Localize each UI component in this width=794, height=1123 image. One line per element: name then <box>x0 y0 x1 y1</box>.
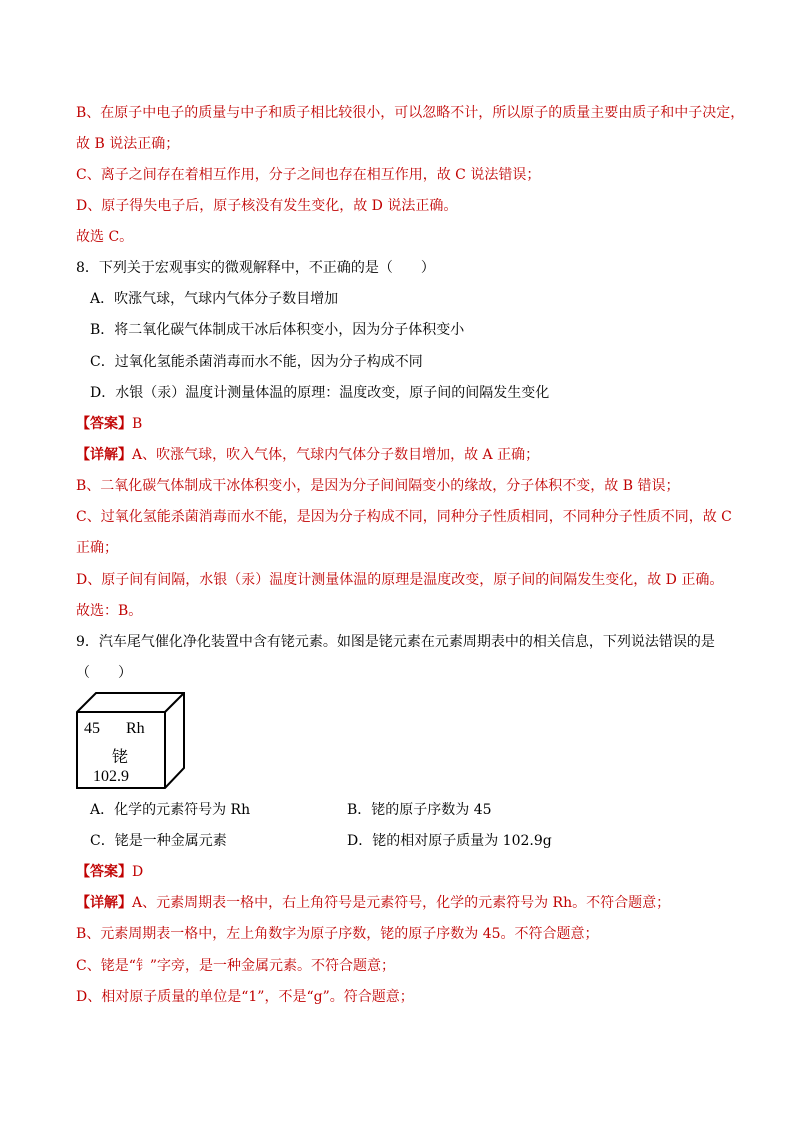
q8-detail-a-text: A、吹涨气球，吹入气体，气球内气体分子数目增加，故 A 正确； <box>132 447 540 463</box>
q9-stem-line1: 9．汽车尾气催化净化装置中含有铑元素。如图是铑元素在元素周期表中的相关信息，下列说法错误的是 <box>76 634 715 650</box>
q8-option-a: A．吹涨气球，气球内气体分子数目增加 <box>90 291 339 307</box>
element-cell-rhodium <box>76 692 186 792</box>
prev-detail-c: C、离子之间存在着相互作用，分子之间也存在相互作用，故 C 说法错误； <box>76 167 541 183</box>
q8-answer-tag: 【答案】 <box>76 416 132 432</box>
q9-answer-value: D <box>132 864 144 880</box>
element-name: 铑 <box>112 747 129 766</box>
q8-answer <box>76 415 142 433</box>
prev-detail-d: D、原子得失电子后，原子核没有发生变化，故 D 说法正确。 <box>76 198 458 214</box>
q9-answer <box>76 863 143 881</box>
prev-detail-b-line1: B、在原子中电子的质量与中子和质子相比较很小，可以忽略不计，所以原子的质量主要由质子和中子决定， <box>76 105 745 121</box>
q9-detail-a-text: A、元素周期表一格中，右上角符号是元素符号，化学的元素符号为 Rh。不符合题意； <box>132 895 671 911</box>
q9-stem-line2: （ ） <box>76 665 132 681</box>
q8-option-d: D．水银（汞）温度计测量体温的原理：温度改变，原子间的间隔发生变化 <box>90 385 550 401</box>
q8-detail-tag: 【详解】 <box>76 447 132 463</box>
element-atomic-mass: 102.9 <box>93 768 129 785</box>
prev-detail-b-line2: 故 B 说法正确； <box>76 136 180 152</box>
q8-detail-d: D、原子间有间隔，水银（汞）温度计测量体温的原理是温度改变，原子间的间隔发生变化，故 D 正确。 <box>76 572 724 588</box>
q9-detail-tag: 【详解】 <box>76 895 132 911</box>
prev-conclusion: 故选 C。 <box>76 229 134 245</box>
element-symbol: Rh <box>126 720 145 737</box>
q8-detail-b: B、二氧化碳气体制成干冰体积变小，是因为分子间间隔变小的缘故，分子体积不变，故 B 错误； <box>76 478 680 494</box>
q8-conclusion: 故选：B。 <box>76 603 143 619</box>
q9-option-b: B．铑的原子序数为 45 <box>347 802 492 818</box>
q8-option-c: C．过氧化氢能杀菌消毒而水不能，因为分子构成不同 <box>90 354 423 370</box>
q8-detail-c-line1: C、过氧化氢能杀菌消毒而水不能，是因为分子构成不同，同种分子性质相同，不同种分子性质不同，故 C <box>76 509 732 525</box>
q9-answer-tag: 【答案】 <box>76 864 132 880</box>
element-atomic-number: 45 <box>84 720 100 737</box>
q8-detail-a <box>76 446 539 464</box>
q9-option-a: A．化学的元素符号为 Rh <box>90 802 251 818</box>
q8-answer-value: B <box>132 416 143 432</box>
q9-detail-d: D、相对原子质量的单位是“1”，不是“g”。符合题意； <box>76 989 414 1005</box>
q9-detail-b: B、元素周期表一格中，左上角数字为原子序数，铑的原子序数为 45。不符合题意； <box>76 926 599 942</box>
q9-option-c: C．铑是一种金属元素 <box>90 833 227 849</box>
q8-stem: 8．下列关于宏观事实的微观解释中，不正确的是（ ） <box>76 260 435 276</box>
q9-option-d: D．铑的相对原子质量为 102.9g <box>347 833 552 849</box>
q9-detail-a <box>76 894 670 912</box>
q8-option-b: B．将二氧化碳气体制成干冰后体积变小，因为分子体积变小 <box>90 322 465 338</box>
q8-detail-c-line2: 正确； <box>76 540 118 556</box>
q9-detail-c: C、铑是“钅”字旁，是一种金属元素。不符合题意； <box>76 958 396 974</box>
